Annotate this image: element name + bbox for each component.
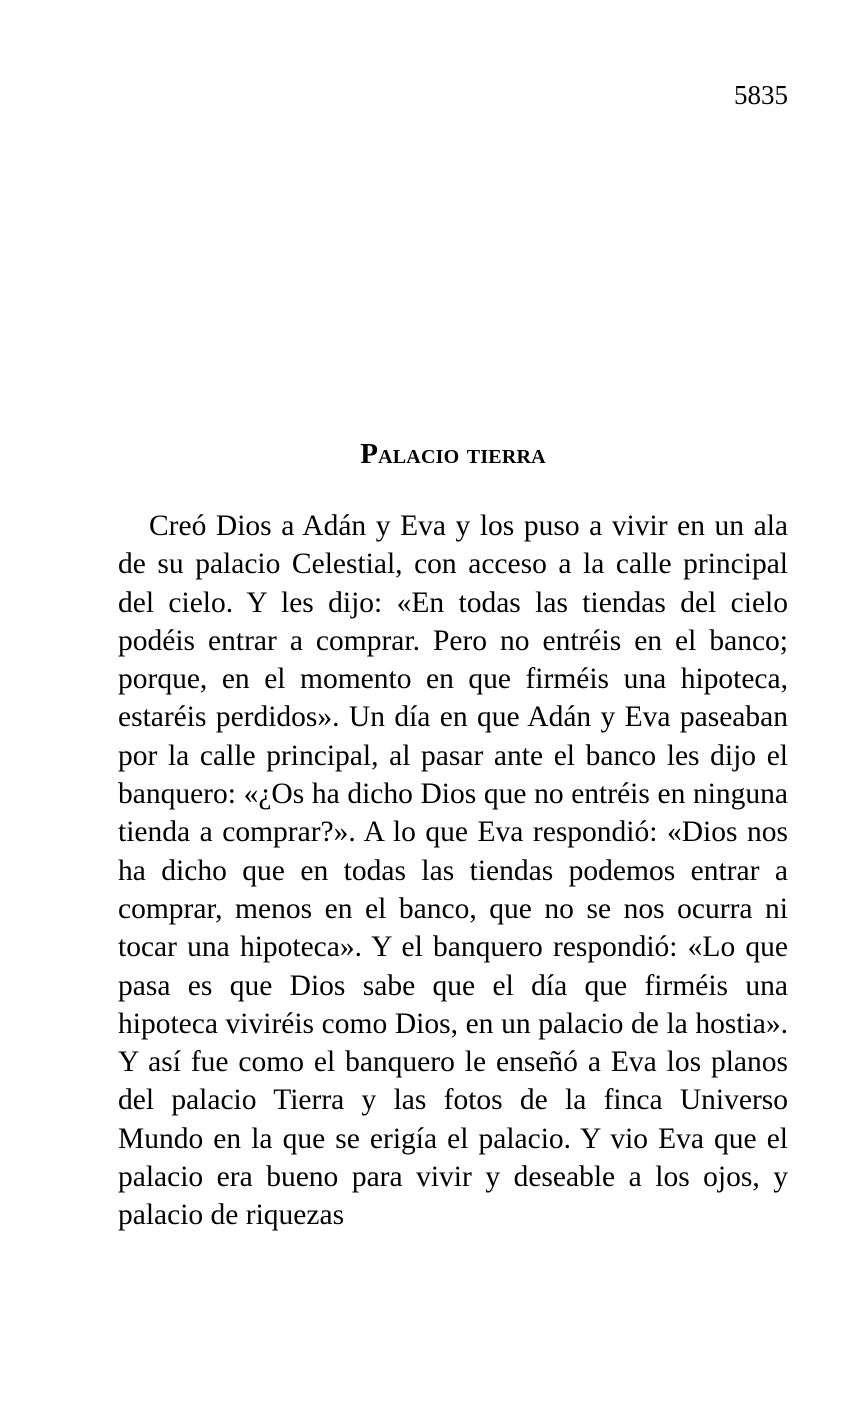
- body-paragraph: Creó Dios a Adán y Eva y los puso a vivir en un ala de su palacio Celestial, con acceso a la calle principal del cielo. Y les dijo: «En todas las tiendas del cielo podéis entrar a comprar. Pero no entréis en el banco; porque, en el momento en que firméis una hipoteca, estaréis perdidos». Un día en que Adán y Eva paseaban por la calle principal, al pasar ante el banco les dijo el banquero: «¿Os ha dicho Dios que no entréis en ninguna tienda a comprar?». A lo que Eva respondió: «Dios nos ha dicho que en todas las tiendas podemos entrar a comprar, menos en el banco, que no se nos ocurra ni tocar una hipoteca». Y el banquero respondió: «Lo que pasa es que Dios sabe que el día que firméis una hipoteca viviréis como Dios, en un palacio de la hostia». Y así fue como el banquero le enseñó a Eva los planos del palacio Tierra y las fotos de la finca Universo Mundo en la que se erigía el palacio. Y vio Eva que el palacio era bueno para vivir y deseable a los ojos, y palacio de riquezas: [118, 510, 788, 1232]
- chapter-title: Palacio tierra: [360, 438, 546, 470]
- page-number: 5835: [734, 80, 788, 110]
